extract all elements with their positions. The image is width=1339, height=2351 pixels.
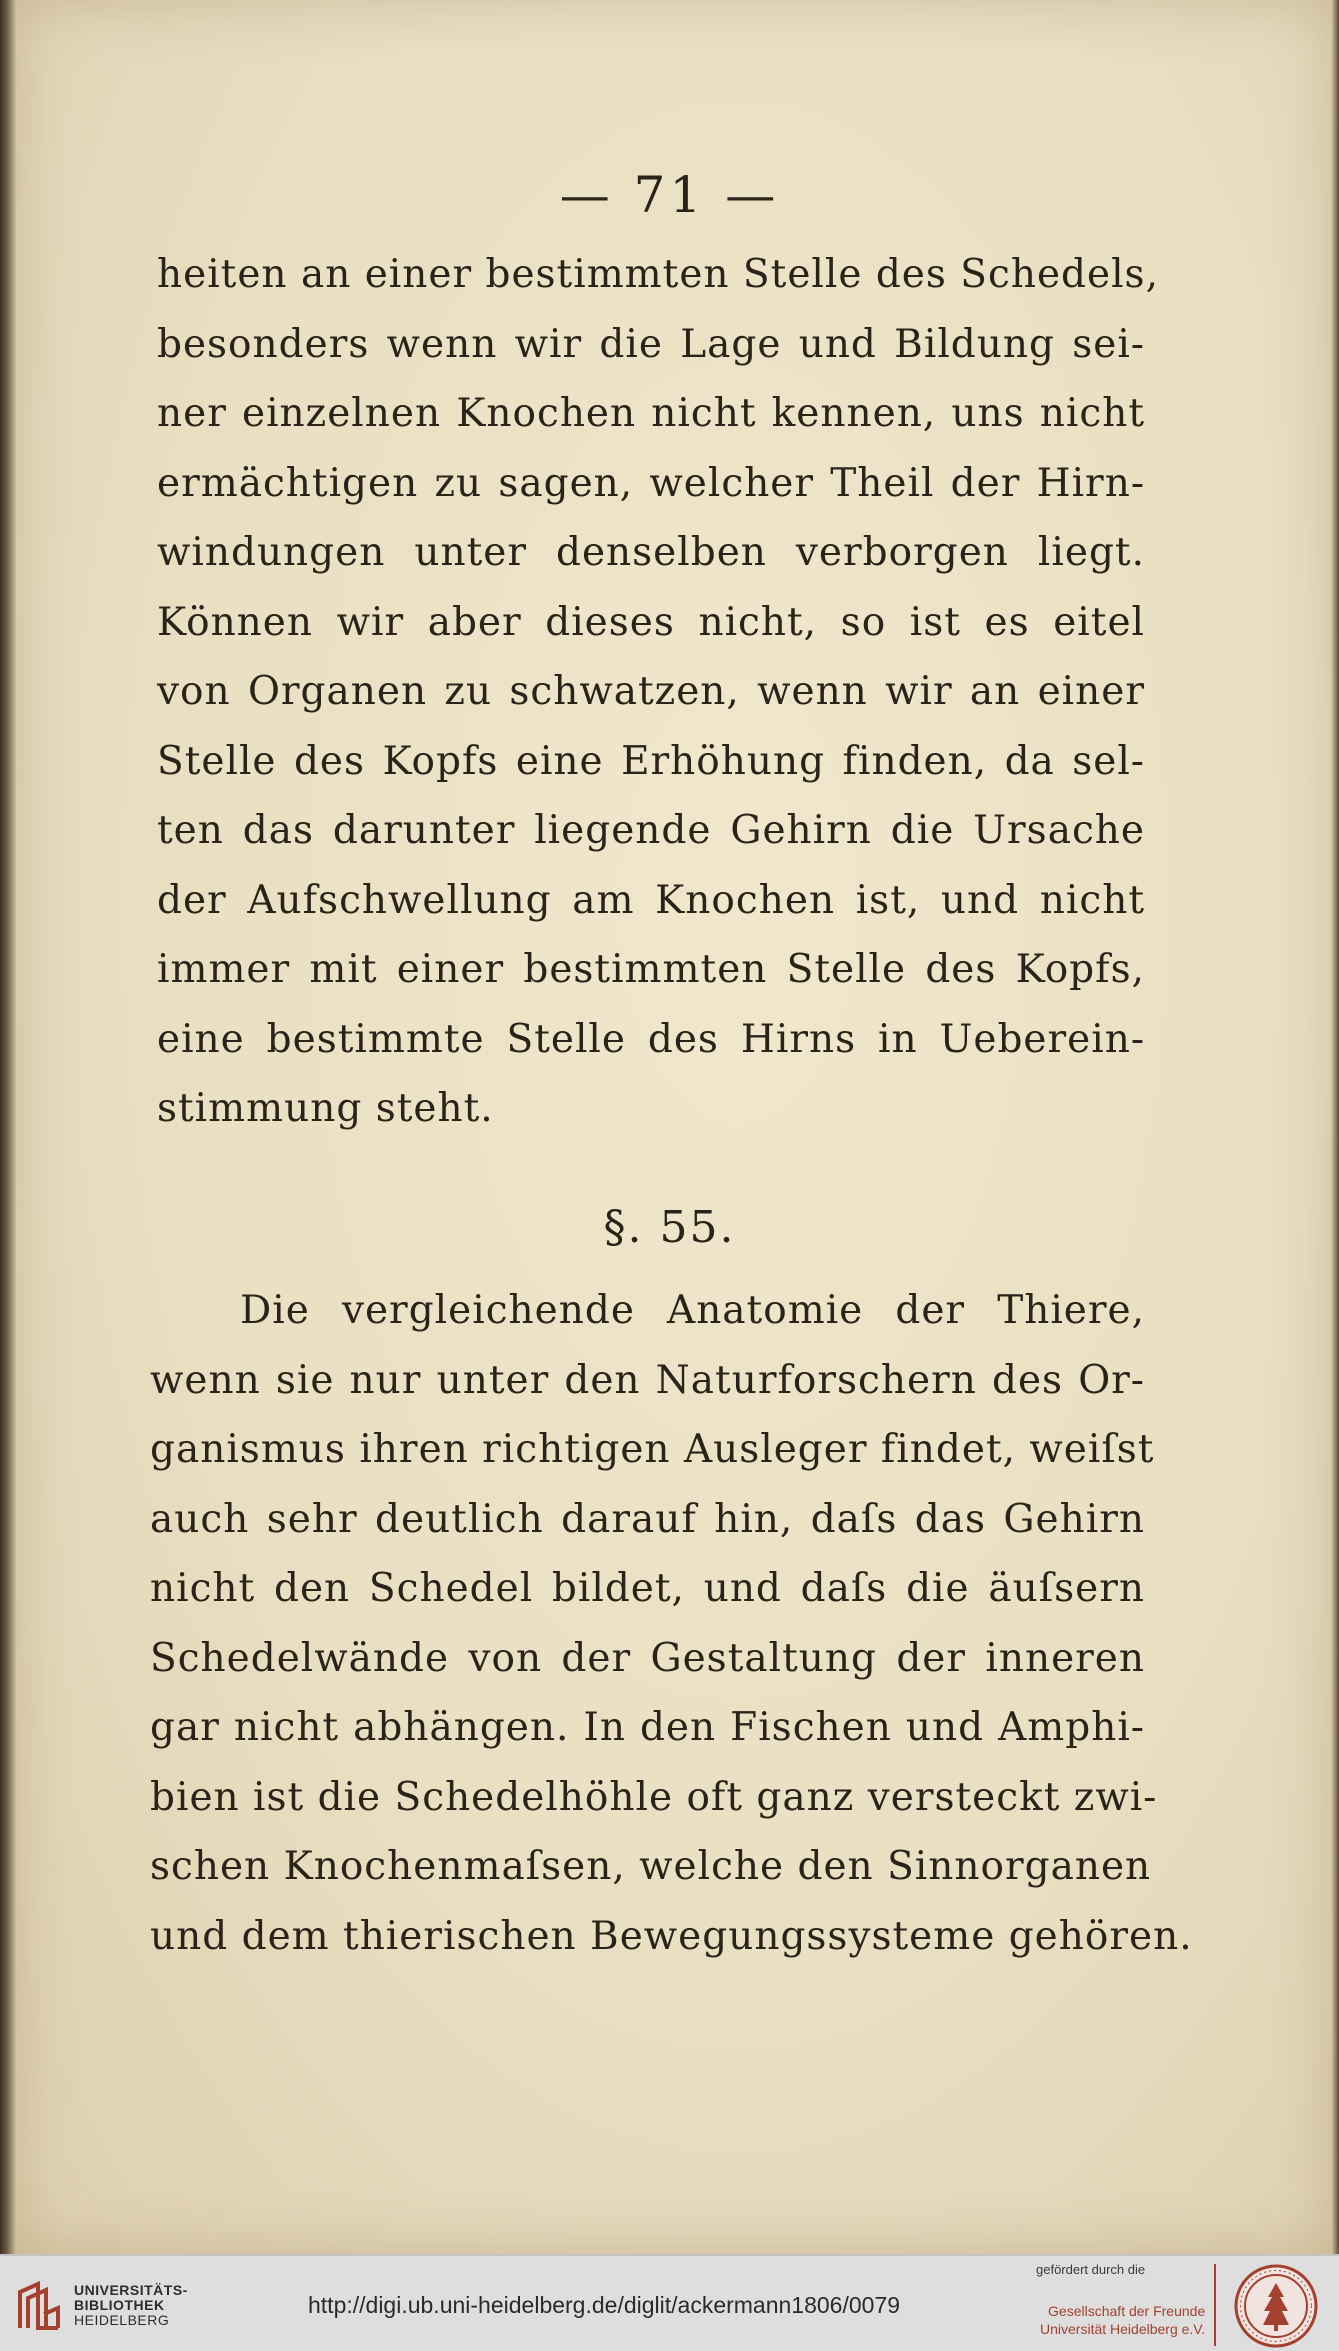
text-line: nicht den Schedel bildet, und daſs die äuſsern (150, 1566, 1145, 1611)
permalink-url[interactable]: http://digi.ub.uni-heidelberg.de/diglit/ackermann1806/0079 (308, 2292, 901, 2318)
text-line: stimmung steht. (157, 1086, 494, 1131)
paragraph-1 (157, 240, 1159, 1144)
text-line: ganismus ihren richtigen Ausleger findet, weiſst (150, 1427, 1155, 1472)
ub-heidelberg-logo-icon[interactable] (14, 2278, 64, 2334)
footer-divider (1214, 2264, 1216, 2346)
text-line: und dem thierischen Bewegungssysteme gehören. (150, 1913, 1193, 1959)
text-line: Können wir aber dieses nicht, so ist es eitel (157, 599, 1145, 645)
text-line: schen Knochenmaſsen, welche den Sinnorganen (150, 1844, 1152, 1889)
text-line: wenn sie nur unter den Naturforschern des Or- (150, 1357, 1145, 1403)
text-line: der Aufschwellung am Knochen ist, und nicht (157, 877, 1145, 923)
text-line: besonders wenn wir die Lage und Bildung sei- (157, 321, 1145, 367)
text-line: windungen unter denselben verborgen liegt. (157, 530, 1145, 575)
library-name (74, 2283, 188, 2328)
text-line: immer mit einer bestimmten Stelle des Kopfs, (157, 947, 1145, 992)
text-line: Stelle des Kopfs eine Erhöhung finden, da sel- (157, 738, 1145, 784)
university-seal-icon[interactable] (1233, 2263, 1319, 2349)
binding-edge (0, 0, 16, 2254)
library-name-line: UNIVERSITÄTS- (74, 2282, 188, 2298)
text-line: ermächtigen zu sagen, welcher Theil der Hirn- (157, 460, 1145, 506)
library-name-line: HEIDELBERG (74, 2312, 170, 2328)
text-line: Schedelwände von der Gestaltung der inneren (150, 1635, 1145, 1681)
text-line: ner einzelnen Knochen nicht kennen, uns nicht (157, 391, 1145, 436)
text-line: ten das darunter liegende Gehirn die Ursache (157, 808, 1145, 853)
text-line: gar nicht abhängen. In den Fischen und Amphi- (150, 1705, 1145, 1750)
text-line: Die vergleichende Anatomie der Thiere, (240, 1288, 1145, 1333)
sponsor-name (1040, 2302, 1205, 2338)
sponsor-label: gefördert durch die (1036, 2262, 1146, 2277)
text-line: auch sehr deutlich darauf hin, daſs das Gehirn (150, 1496, 1145, 1542)
text-line: bien ist die Schedelhöhle oft ganz versteckt zwi- (150, 1774, 1158, 1820)
footer-bar (0, 2254, 1339, 2351)
page-edge (1331, 0, 1339, 2254)
text-line: von Organen zu schwatzen, wenn wir an einer (157, 669, 1145, 714)
text-line: eine bestimmte Stelle des Hirns in Ueberein- (157, 1016, 1145, 1062)
sponsor-name-line: Gesellschaft der Freunde (1048, 2303, 1206, 2319)
section-heading: §. 55. (603, 1202, 736, 1253)
paragraph-2 (150, 1276, 1193, 1971)
sponsor-name-line: Universität Heidelberg e.V. (1040, 2321, 1206, 2337)
library-name-line: BIBLIOTHEK (74, 2297, 165, 2313)
text-line: heiten an einer bestimmten Stelle des Schedels, (157, 252, 1159, 297)
page-number: — 71 — (559, 166, 780, 224)
